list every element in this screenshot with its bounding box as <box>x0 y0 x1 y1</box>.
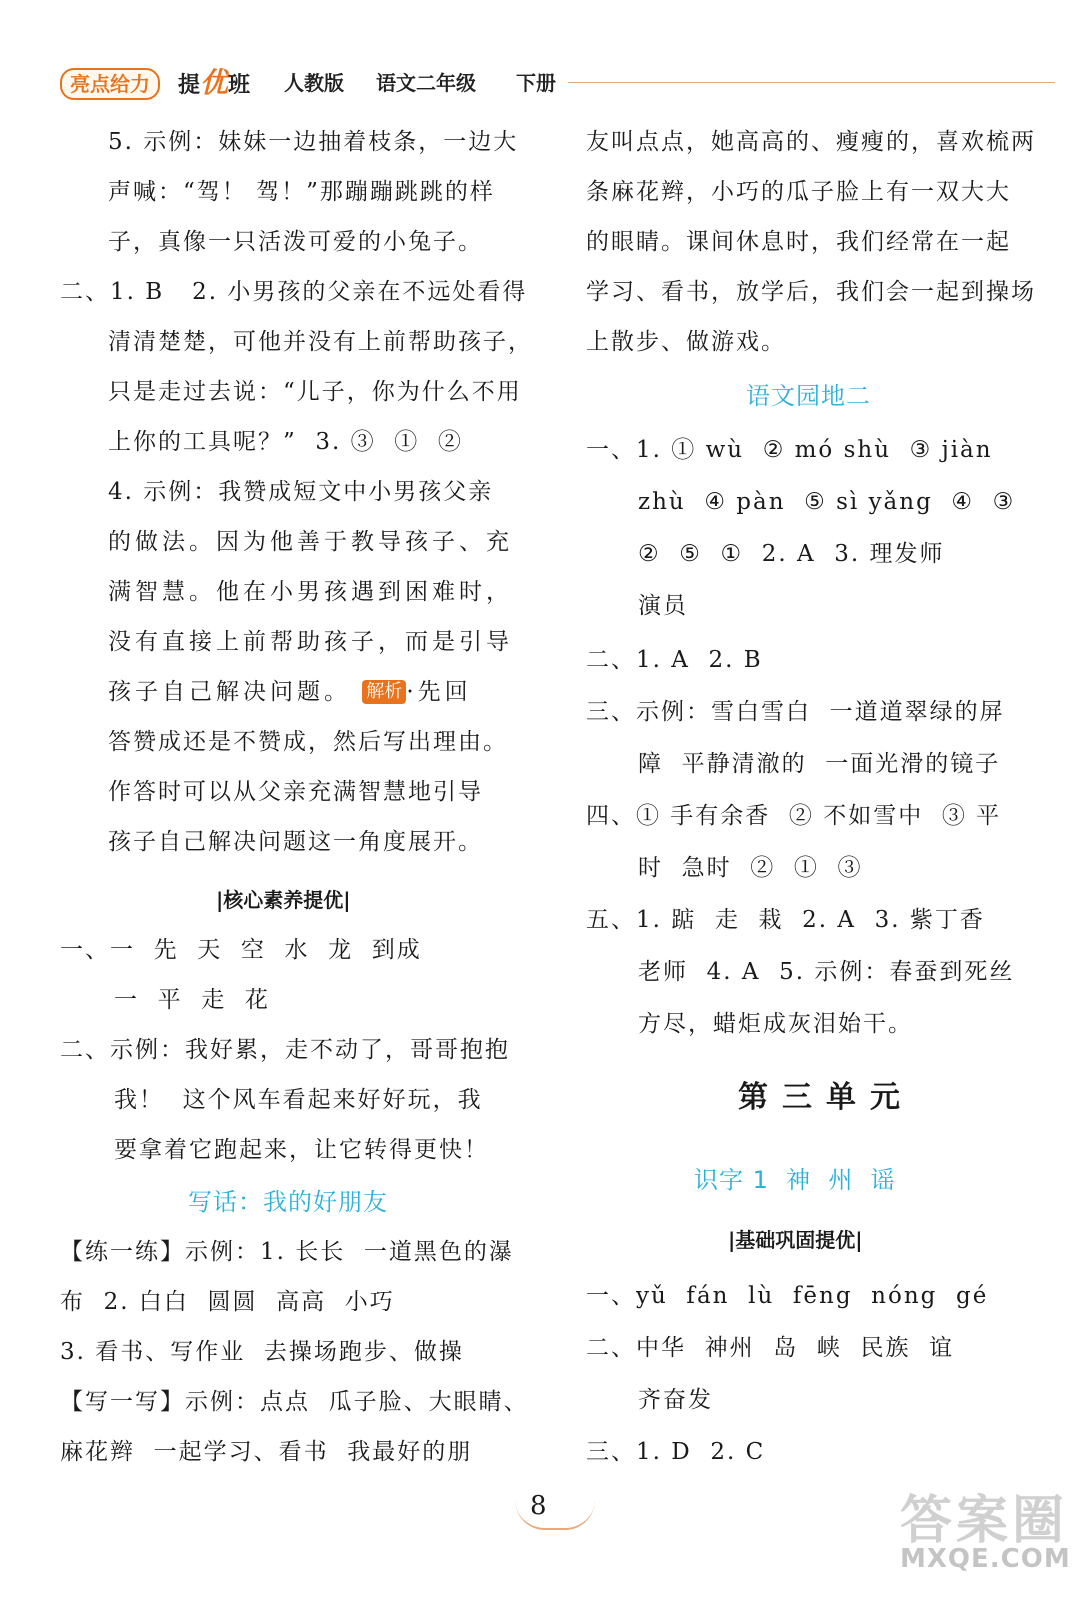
text-line: 4. 示例：我赞成短文中小男孩父亲 <box>108 479 494 505</box>
text-line: 一、一 先 天 空 水 龙 到成 <box>60 937 422 963</box>
text-line: 三、示例：雪白雪白 一道道翠绿的屏 <box>586 699 1005 725</box>
text-line: 条麻花辫，小巧的瓜子脸上有一双大大 <box>586 179 1011 205</box>
text-line: 障 平静清澈的 一面光滑的镜子 <box>638 751 1001 777</box>
text-line: 三、1. D 2. C <box>586 1439 766 1465</box>
text-line: 布 2. 白白 圆圆 高高 小巧 <box>60 1289 395 1315</box>
subject-label: 语文二年级 <box>376 71 476 95</box>
text-line: 子，真像一只活泼可爱的小兔子。 <box>108 229 483 255</box>
text-line: 一、1. ① wù ② mó shù ③ jiàn <box>586 437 993 463</box>
text-line: 一、yǔ fán lù fēng nóng gé <box>586 1283 989 1309</box>
text-line: 没有直接上前帮助孩子，而是引导 <box>108 629 513 655</box>
text-line: 满智慧。他在小男孩遇到困难时， <box>108 579 513 605</box>
text-line: 作答时可以从父亲充满智慧地引导 <box>108 779 483 805</box>
text-line: 友叫点点，她高高的、瘦瘦的，喜欢梳两 <box>586 129 1036 155</box>
text-line: 二、1. B 2. 小男孩的父亲在不远处看得 <box>60 279 528 305</box>
text-line: 孩子自己解决问题。 解析 ·先回 <box>108 679 472 705</box>
section-heading: 语文园地二 <box>746 382 871 410</box>
page-header <box>60 64 1055 104</box>
section-subheading: |核心素养提优| <box>216 888 351 912</box>
text-line: 【练一练】示例：1. 长长 一道黑色的瀑 <box>60 1239 514 1265</box>
text-line: 5. 示例：妹妹一边抽着枝条，一边大 <box>108 129 519 155</box>
page-number: 8 <box>530 1491 547 1521</box>
text-line: 学习、看书，放学后，我们会一起到操场 <box>586 279 1036 305</box>
text-line: 声喊：“驾！ 驾！”那蹦蹦跳跳的样 <box>108 179 495 205</box>
unit-heading: 第三单元 <box>738 1080 914 1115</box>
text-line: 一 平 走 花 <box>114 987 270 1013</box>
text-line: 上你的工具呢？” 3. ③ ① ② <box>108 429 463 455</box>
text-line: 上散步、做游戏。 <box>586 329 786 355</box>
lesson-heading: 识字 1 神 州 谣 <box>694 1166 896 1194</box>
text-line: 二、1. A 2. B <box>586 647 763 673</box>
text-line: 麻花辫 一起学习、看书 我最好的朋 <box>60 1439 473 1465</box>
text-line: ② ⑤ ① 2. A 3. 理发师 <box>638 541 945 567</box>
page-number-arc <box>515 1500 595 1530</box>
header-rule <box>568 82 1055 83</box>
brand-badge: 亮点给力 <box>60 68 160 100</box>
brand-name: 提优班 <box>178 66 251 99</box>
text-line: zhù ④ pàn ⑤ sì yǎng ④ ③ <box>638 489 1016 515</box>
text-line: 老师 4. A 5. 示例：春蚕到死丝 <box>638 959 1015 985</box>
edition-label: 人教版 <box>284 71 344 95</box>
text-line: 的做法。因为他善于教导孩子、充 <box>108 529 513 555</box>
text-line: 孩子自己解决问题这一角度展开。 <box>108 829 483 855</box>
text-line: 我！ 这个风车看起来好好玩，我 <box>114 1087 483 1113</box>
text-line: 要拿着它跑起来，让它转得更快！ <box>114 1137 489 1163</box>
text-line: 答赞成还是不赞成，然后写出理由。 <box>108 729 508 755</box>
watermark-text: 答案圈 <box>900 1491 1069 1551</box>
section-heading: 写话：我的好朋友 <box>188 1188 388 1216</box>
text-line: 齐奋发 <box>638 1387 713 1413</box>
watermark-logo <box>900 1478 1070 1588</box>
text-line: 【写一写】示例：点点 瓜子脸、大眼睛、 <box>60 1389 529 1415</box>
section-subheading: |基础巩固提优| <box>728 1228 863 1252</box>
watermark-url: MXQE.COM <box>900 1544 1071 1574</box>
text-line: 方尽，蜡炬成灰泪始干。 <box>638 1011 913 1037</box>
text-line: 二、示例：我好累，走不动了，哥哥抱抱 <box>60 1037 510 1063</box>
text-line: 二、中华 神州 岛 峡 民族 谊 <box>586 1335 955 1361</box>
volume-label: 下册 <box>516 71 556 95</box>
text-line: 四、① 手有余香 ② 不如雪中 ③ 平 <box>586 803 1002 829</box>
text-line: 3. 看书、写作业 去操场跑步、做操 <box>60 1339 464 1365</box>
text-line: 清清楚楚，可他并没有上前帮助孩子， <box>108 329 533 355</box>
text-line: 演员 <box>638 593 688 619</box>
brand-accent: 优 <box>200 66 229 99</box>
text-line: 五、1. 踮 走 栽 2. A 3. 紫丁香 <box>586 907 985 933</box>
text-line: 只是走过去说：“儿子，你为什么不用 <box>108 379 522 405</box>
analysis-tag: 解析 <box>362 680 406 704</box>
text-line: 的眼睛。课间休息时，我们经常在一起 <box>586 229 1011 255</box>
text-line: 时 急时 ② ① ③ <box>638 855 863 881</box>
